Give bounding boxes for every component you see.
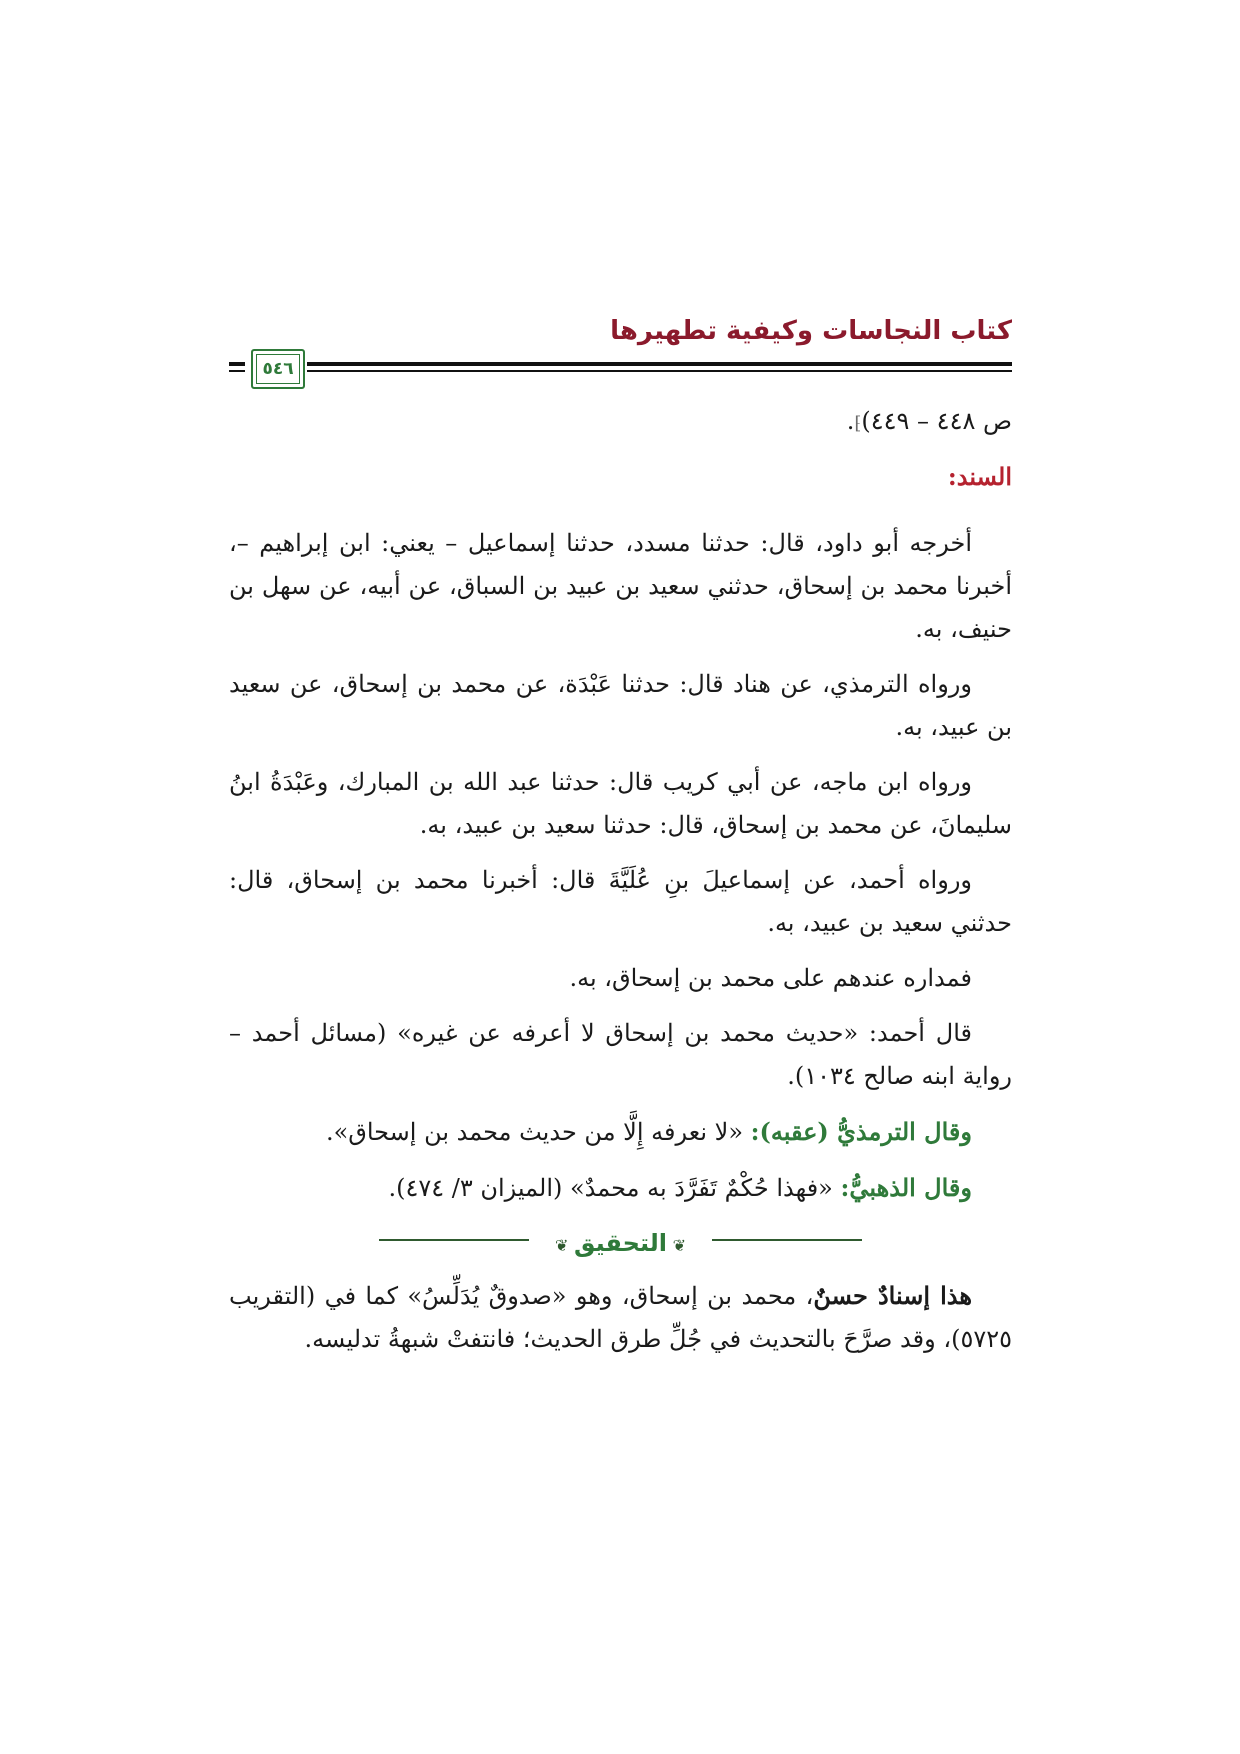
paragraph-tirmidhi: ورواه الترمذي، عن هناد قال: حدثنا عَبْدَة، عن محمد بن إسحاق، عن سعيد بن عبيد، به. — [229, 670, 1012, 741]
paragraph-tahqiq — [229, 1274, 1012, 1361]
page-header — [229, 316, 1012, 388]
tahqiq-heading-wrap — [229, 1222, 1012, 1267]
ornament-bracket-icon: ⁆ — [854, 413, 862, 434]
reference-text: ص ٤٤٨ – ٤٤٩) — [861, 407, 1012, 435]
page-content — [229, 400, 1012, 1373]
reference-line — [229, 400, 1012, 445]
paragraph-ahmad: ورواه أحمد، عن إسماعيلَ بنِ عُلَيَّةَ قال: أخبرنا محمد بن إسحاق، قال: حدثني سعيد بن عبيد، به. — [229, 866, 1012, 937]
ornament-left-icon: ❦ — [554, 1236, 574, 1255]
tirmidhi-label: وقال الترمذيُّ (عقبه): — [750, 1117, 972, 1146]
header-rule-thick — [229, 362, 1012, 366]
grading-text: ، محمد بن إسحاق، وهو «صدوقٌ يُدَلِّسُ» كما في (التقريب ٥٧٢٥)، وقد صرَّحَ بالتحديث في جُلِّ طرق الحديث؛ فانتفتْ شبهةُ تدليسه. — [229, 1282, 1012, 1353]
tahqiq-heading: التحقيق — [573, 1229, 668, 1257]
book-title: كتاب النجاسات وكيفية تطهيرها — [610, 316, 1012, 346]
ornament-right-icon: ❦ — [667, 1236, 686, 1255]
tahqiq-divider — [229, 1222, 1012, 1258]
paragraph-tirmidhi-quote — [229, 1110, 1012, 1154]
tirmidhi-quote-text: «لا نعرفه إِلَّا من حديث محمد بن إسحاق». — [325, 1118, 751, 1146]
paragraph-ahmad-quote: قال أحمد: «حديث محمد بن إسحاق لا أعرفه عن غيره» (مسائل أحمد – رواية ابنه صالح ١٠٣٤). — [229, 1019, 1012, 1090]
header-rule-thin — [229, 370, 1012, 372]
reference-tail: . — [846, 407, 855, 435]
paragraph-abu-dawud: أخرجه أبو داود، قال: حدثنا مسدد، حدثنا إسماعيل – يعني: ابن إبراهيم –، أخبرنا محمد بن إسحاق، حدثني سعيد بن عبيد بن السباق، عن أبيه، عن سهل بن حنيف، به. — [229, 529, 1012, 643]
paragraph-madar: فمداره عندهم على محمد بن إسحاق، به. — [569, 964, 972, 992]
paragraph-dhahabi-quote — [229, 1166, 1012, 1210]
page-number-badge: ٥٤٦ — [251, 349, 305, 389]
grading-bold: هذا إسنادٌ حسنٌ — [813, 1281, 972, 1310]
paragraph-ibn-majah: ورواه ابن ماجه، عن أبي كريب قال: حدثنا عبد الله بن المبارك، وعَبْدَةُ ابنُ سليمانَ، عن محمد بن إسحاق، قال: حدثنا سعيد بن عبيد، به. — [229, 768, 1012, 839]
dhahabi-quote-text: «فهذا حُكْمٌ تَفَرَّدَ به محمدٌ» (الميزان ٣/ ٤٧٤). — [388, 1174, 841, 1202]
sanad-heading: السند: — [947, 462, 1012, 491]
dhahabi-label: وقال الذهبيُّ: — [840, 1173, 972, 1202]
